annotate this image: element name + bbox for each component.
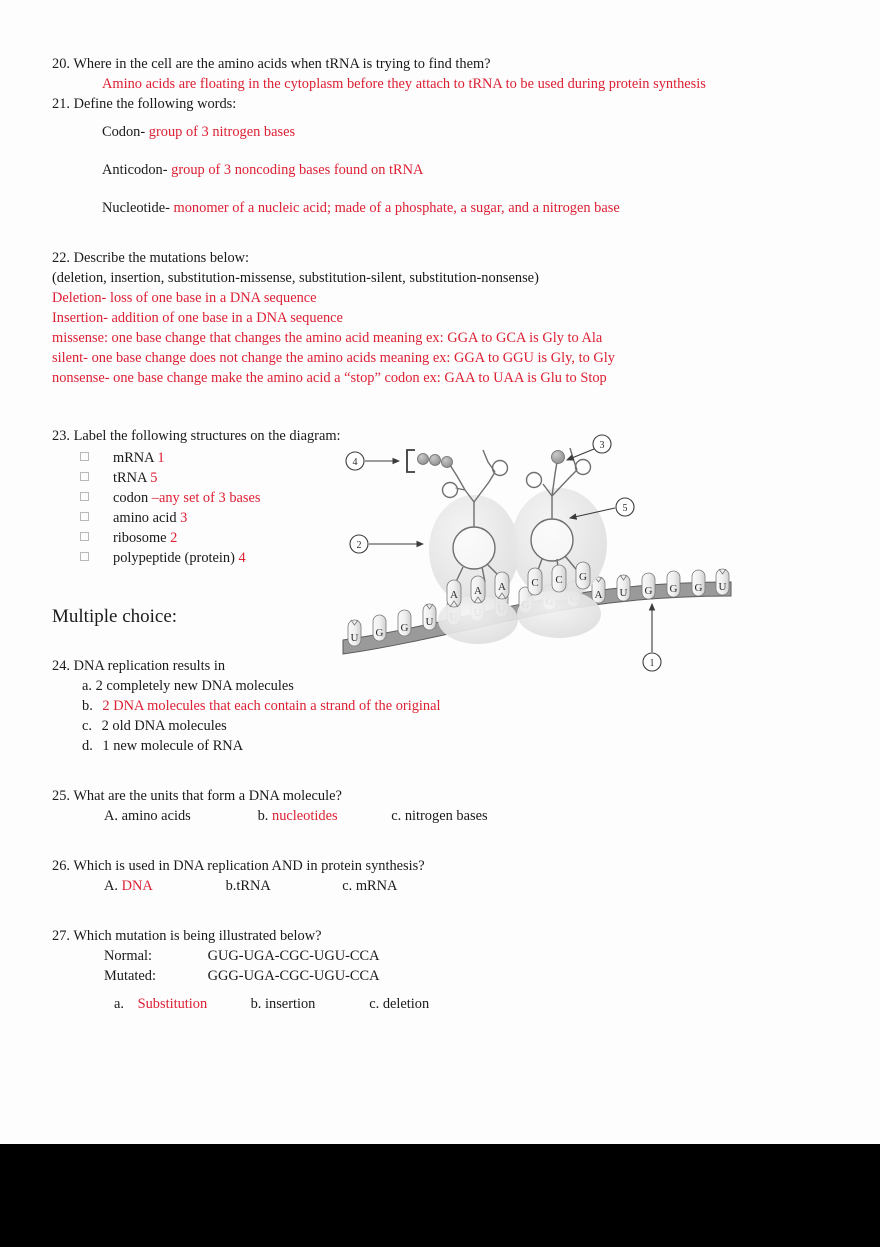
list-item-term: mRNA — [113, 450, 154, 466]
option-text: mRNA — [355, 878, 398, 894]
option-letter: A. — [104, 878, 118, 894]
svg-text:4: 4 — [352, 457, 358, 468]
svg-text:A: A — [450, 589, 458, 601]
svg-text:C: C — [531, 577, 539, 589]
list-item-label — [113, 508, 187, 528]
list-item-term: amino acid — [113, 510, 177, 526]
polypeptide-chain-left — [407, 450, 465, 490]
list-item-answer: 1 — [157, 450, 165, 466]
list-item-answer: 5 — [150, 470, 158, 486]
option-text: 2 DNA molecules that each contain a strand of the original — [102, 698, 441, 714]
question-24-text: 24. DNA replication results in — [52, 658, 226, 674]
svg-text:5: 5 — [622, 503, 628, 514]
question-25-option-c[interactable] — [391, 806, 487, 826]
checkbox-icon[interactable] — [80, 452, 89, 461]
callout-2-ribosome — [350, 535, 423, 553]
list-item-term: ribosome — [113, 530, 167, 546]
option-letter: c. — [369, 996, 380, 1012]
option-letter: a. — [114, 996, 124, 1012]
question-24-option-c[interactable] — [52, 716, 842, 736]
option-letter: b. — [82, 698, 93, 714]
option-text: Substitution — [137, 996, 208, 1012]
question-24-option-b[interactable] — [52, 696, 842, 716]
question-22-subtitle: (deletion, insertion, substitution-missense, substitution-silent, substitution-nonsense) — [52, 270, 539, 286]
list-item-label — [113, 448, 165, 468]
list-item-answer: –any set of 3 bases — [151, 490, 261, 506]
question-26-text: 26. Which is used in DNA replication AND in protein synthesis? — [52, 858, 425, 874]
checkbox-icon[interactable] — [80, 472, 89, 481]
svg-text:G: G — [400, 622, 409, 634]
svg-text:U: U — [619, 587, 628, 599]
question-22-text: 22. Describe the mutations below: — [52, 250, 250, 266]
svg-text:G: G — [644, 585, 653, 597]
list-item-label — [113, 548, 246, 568]
option-text: deletion — [382, 996, 430, 1012]
checkbox-icon[interactable] — [80, 532, 89, 541]
term-nucleotide-definition: monomer of a nucleic acid; made of a phosphate, a sugar, and a nitrogen base — [173, 200, 620, 216]
option-text: insertion — [265, 996, 316, 1012]
term-anticodon-definition: group of 3 noncoding bases found on tRNA — [171, 162, 424, 178]
list-item-term: tRNA — [113, 470, 147, 486]
option-letter: A. — [104, 808, 118, 824]
question-27-option-a[interactable] — [114, 994, 247, 1014]
option-text: 2 completely new DNA molecules — [95, 678, 294, 694]
question-25-option-a[interactable] — [104, 806, 254, 826]
translation-diagram — [337, 432, 737, 680]
option-letter: b. — [257, 808, 269, 824]
svg-text:A: A — [498, 581, 506, 593]
term-anticodon-label: Anticodon- — [102, 162, 168, 178]
list-item-answer: 3 — [180, 510, 188, 526]
list-item-term: codon — [113, 490, 149, 506]
option-letter: b. — [250, 996, 262, 1012]
question-27-options — [52, 994, 842, 1014]
svg-text:A: A — [474, 585, 482, 597]
list-item-term: polypeptide (protein) — [113, 550, 235, 566]
term-codon-label: Codon- — [102, 124, 146, 140]
svg-text:G: G — [579, 571, 587, 583]
question-22-answer-insertion: Insertion- addition of one base in a DNA sequence — [52, 310, 343, 326]
question-25-option-b[interactable] — [258, 806, 388, 826]
callout-4-polypeptide — [346, 452, 399, 470]
term-nucleotide-label: Nucleotide- — [102, 200, 170, 216]
option-text: nucleotides — [272, 808, 338, 824]
question-27-option-b[interactable] — [251, 994, 366, 1014]
question-27-normal-row — [52, 946, 842, 966]
checkbox-icon[interactable] — [80, 552, 89, 561]
option-letter: d. — [82, 738, 93, 754]
term-anticodon — [52, 160, 842, 180]
term-nucleotide — [52, 198, 842, 218]
document-content — [52, 54, 842, 1014]
question-27-option-c[interactable] — [369, 994, 429, 1014]
question-22-answer-missense: missense: one base change that changes the amino acid meaning ex: GGA to GCA is Gly to Ala — [52, 330, 603, 346]
option-letter: b. — [225, 878, 237, 894]
list-item-label — [113, 488, 260, 508]
question-26-option-c[interactable] — [342, 876, 397, 896]
svg-text:2: 2 — [356, 540, 362, 551]
question-20-text: 20. Where in the cell are the amino acids when tRNA is trying to find them? — [52, 56, 491, 72]
option-letter: a. — [82, 678, 92, 694]
question-22-answer-silent: silent- one base change does not change the amino acids meaning ex: GGA to GGU is Gly, to Gly — [52, 350, 615, 366]
list-item-label — [113, 528, 177, 548]
callout-3-amino-acid — [567, 435, 611, 460]
svg-text:G: G — [375, 627, 384, 639]
list-item-answer: 4 — [238, 550, 246, 566]
svg-text:U: U — [425, 616, 434, 628]
option-text: DNA — [121, 878, 153, 894]
ribosome-right — [511, 488, 607, 638]
normal-sequence: GUG-UGA-CGC-UGU-CCA — [207, 948, 380, 964]
question-26-options — [52, 876, 842, 896]
option-text: nitrogen bases — [404, 808, 488, 824]
checkbox-icon[interactable] — [80, 512, 89, 521]
option-text: amino acids — [121, 808, 191, 824]
question-27-mutated-row — [52, 966, 842, 986]
question-20-answer: Amino acids are floating in the cytoplasm before they attach to tRNA to be used during protein synthesis — [102, 76, 706, 92]
option-text: tRNA — [236, 878, 271, 894]
question-26-option-b[interactable] — [226, 876, 339, 896]
question-21-text: 21. Define the following words: — [52, 96, 237, 112]
question-22-answer-nonsense: nonsense- one base change make the amino acid a “stop” codon ex: GAA to UAA is Glu to Stop — [52, 370, 607, 386]
option-letter: c. — [342, 878, 353, 894]
svg-text:A: A — [594, 589, 603, 601]
svg-text:C: C — [555, 574, 563, 586]
checkbox-icon[interactable] — [80, 492, 89, 501]
svg-text:G: G — [669, 583, 678, 595]
mutated-sequence: GGG-UGA-CGC-UGU-CCA — [207, 968, 380, 984]
page-footer-black-bar — [0, 1144, 880, 1247]
multiple-choice-heading: Multiple choice: — [52, 606, 178, 627]
question-25-text: 25. What are the units that form a DNA molecule? — [52, 788, 342, 804]
svg-text:U: U — [350, 632, 359, 644]
option-letter: c. — [82, 718, 92, 734]
option-text: 2 old DNA molecules — [101, 718, 227, 734]
term-codon-definition: group of 3 nitrogen bases — [148, 124, 296, 140]
option-text: 1 new molecule of RNA — [102, 738, 244, 754]
list-item-label — [113, 468, 157, 488]
question-26-option-a[interactable] — [104, 876, 222, 896]
question-22-answer-deletion: Deletion- loss of one base in a DNA sequence — [52, 290, 317, 306]
svg-text:3: 3 — [599, 440, 605, 451]
question-27-text: 27. Which mutation is being illustrated below? — [52, 928, 322, 944]
question-23-text: 23. Label the following structures on the diagram: — [52, 428, 341, 444]
svg-text:G: G — [694, 582, 703, 594]
list-item-answer: 2 — [170, 530, 178, 546]
term-codon — [52, 122, 842, 142]
svg-text:U: U — [718, 581, 727, 593]
option-letter: c. — [391, 808, 402, 824]
question-24-option-d[interactable] — [52, 736, 842, 756]
normal-label: Normal: — [104, 948, 152, 964]
svg-text:1: 1 — [649, 658, 655, 669]
mutated-label: Mutated: — [104, 968, 156, 984]
callout-1-mrna — [643, 604, 661, 671]
question-25-options — [52, 806, 842, 826]
